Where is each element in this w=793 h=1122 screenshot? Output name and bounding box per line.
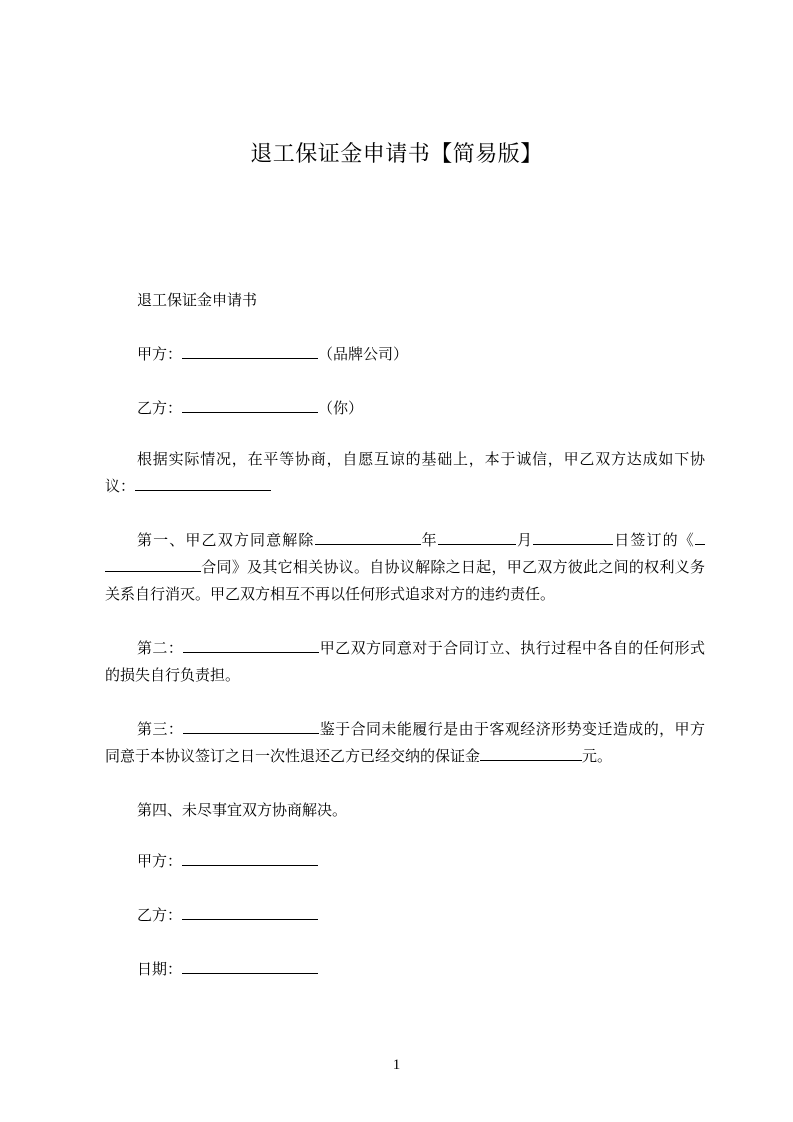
page-number: 1 [392,1057,401,1073]
document-heading [105,287,737,314]
clause-1-blank-date [315,530,421,545]
signature-party-b-label: 乙方： [137,906,183,924]
document-title: 退工保证金申请书【简易版】 [250,142,543,167]
signature-party-b [105,902,737,929]
clause-1-blank-contract-b [105,557,201,572]
signature-date-label: 日期： [137,960,183,978]
clause-1-blank-year [438,530,516,545]
clause-3-label: 第三： [137,720,184,738]
preamble-text: 根据实际情况，在平等协商，自愿互谅的基础上，本于诚信，甲乙双方达成如下协议： [105,450,705,495]
signature-party-a-label: 甲方： [137,852,183,870]
clause-1-paragraph [105,527,705,608]
party-b-label: 乙方： [137,399,183,417]
clause-2-label: 第二： [137,639,184,657]
party-b-line [105,395,737,422]
preamble-paragraph [105,446,705,500]
clause-1-year: 年 [420,531,438,549]
party-a-note: （品牌公司） [318,345,409,363]
preamble-blank [135,476,271,491]
clause-1-blank-month [533,530,613,545]
clause-1-blank-contract-a [695,530,705,545]
signature-date [105,956,737,983]
clause-4-text: 第四、未尽事宜双方协商解决。 [137,801,348,819]
clause-2-text: 甲乙双方同意对于合同订立、执行过程中各自的任何形式的损失自行负责担。 [105,639,705,684]
clause-3-text: 鉴于合同未能履行是由于客观经济形势变迁造成的，甲方同意于本协议签订之日一次性退还乙方已经交纳的保证金 [105,720,705,765]
party-a-line [105,341,737,368]
clause-1-month: 月 [515,531,534,549]
party-a-blank [182,344,318,359]
signature-date-blank [182,959,318,974]
signature-party-b-blank [182,905,318,920]
clause-1-day: 日签订的《 [613,531,695,549]
party-a-label: 甲方： [137,345,183,363]
heading-text: 退工保证金申请书 [137,291,258,309]
party-b-blank [182,398,318,413]
signature-party-a-blank [182,851,318,866]
clause-4-paragraph [105,797,737,824]
clause-1-rest: 合同》及其它相关协议。自协议解除之日起，甲乙双方彼此之间的权利义务关系自行消灭。甲乙双方相互不再以任何形式追求对方的违约责任。 [105,558,705,603]
signature-party-a [105,848,737,875]
party-b-note: （你） [318,399,364,417]
clause-2-paragraph [105,635,705,689]
clause-3-unit: 元。 [582,747,613,765]
clause-1-intro: 第一、甲乙双方同意解除 [137,531,315,549]
clause-2-blank [183,638,319,653]
clause-3-paragraph [105,716,705,770]
clause-3-blank [183,719,319,734]
clause-3-amount-blank [480,746,582,761]
